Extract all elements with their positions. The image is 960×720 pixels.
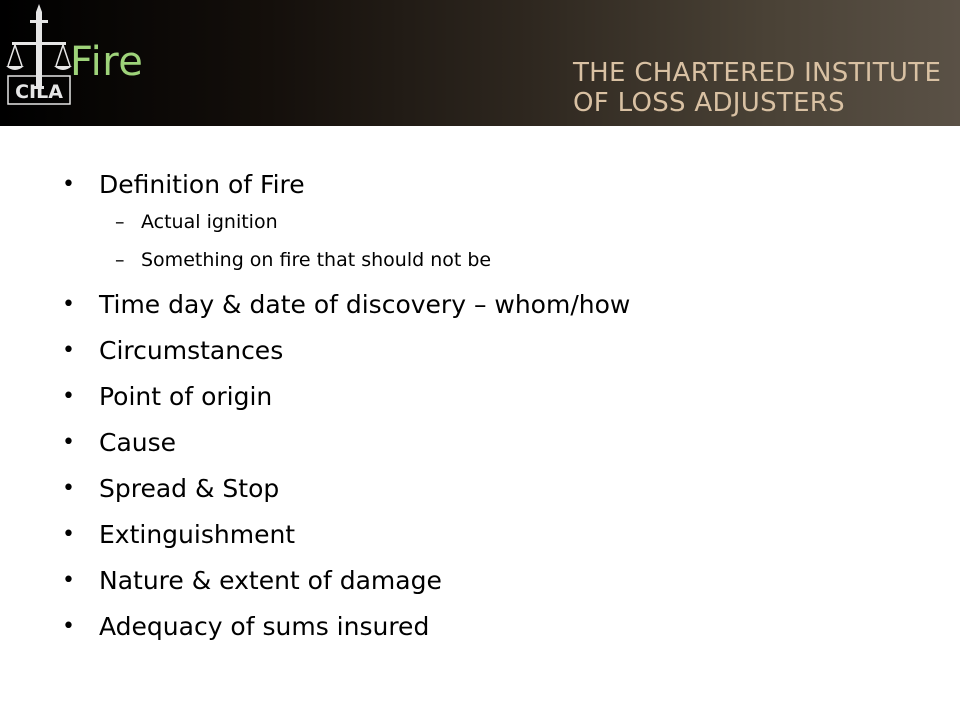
bullet-marker: • <box>62 476 75 501</box>
bullet-text: Definition of Fire <box>99 170 305 199</box>
bullet-marker: • <box>62 614 75 639</box>
bullet-item <box>60 336 920 366</box>
logo-text: CILA <box>15 81 63 103</box>
bullet-marker: • <box>62 338 75 363</box>
organization-name <box>573 58 953 118</box>
bullet-text: Extinguishment <box>99 520 296 549</box>
bullet-marker: • <box>62 568 75 593</box>
slide-title: Fire <box>70 39 144 85</box>
bullet-text: Point of origin <box>99 382 273 411</box>
organization-line-2: OF LOSS ADJUSTERS <box>573 88 845 118</box>
bullet-list <box>60 170 920 658</box>
bullet-text: Spread & Stop <box>99 474 280 503</box>
bullet-marker: • <box>62 430 75 455</box>
sub-bullet-item <box>99 248 920 272</box>
bullet-marker: • <box>62 172 75 197</box>
bullet-marker: • <box>62 292 75 317</box>
bullet-item <box>60 520 920 550</box>
sub-bullet-marker: – <box>115 249 125 271</box>
organization-line-1: THE CHARTERED INSTITUTE <box>573 58 942 88</box>
sub-bullet-marker: – <box>115 211 125 233</box>
bullet-item <box>60 290 920 320</box>
bullet-item <box>60 382 920 412</box>
sub-bullet-text: Actual ignition <box>141 211 278 233</box>
bullet-item <box>60 170 920 272</box>
bullet-marker: • <box>62 522 75 547</box>
bullet-item <box>60 612 920 642</box>
bullet-item <box>60 428 920 458</box>
scales-of-justice-icon <box>4 2 74 120</box>
sub-bullet-text: Something on fire that should not be <box>141 249 492 271</box>
header-banner <box>0 0 960 126</box>
bullet-item <box>60 566 920 596</box>
bullet-text: Adequacy of sums insured <box>99 612 430 641</box>
bullet-marker: • <box>62 384 75 409</box>
bullet-text: Cause <box>99 428 177 457</box>
sub-bullet-item <box>99 210 920 234</box>
bullet-item <box>60 474 920 504</box>
sub-bullet-list <box>99 210 920 272</box>
bullet-text: Time day & date of discovery – whom/how <box>99 290 631 319</box>
bullet-text: Nature & extent of damage <box>99 566 442 595</box>
bullet-text: Circumstances <box>99 336 284 365</box>
cila-logo <box>4 2 74 120</box>
